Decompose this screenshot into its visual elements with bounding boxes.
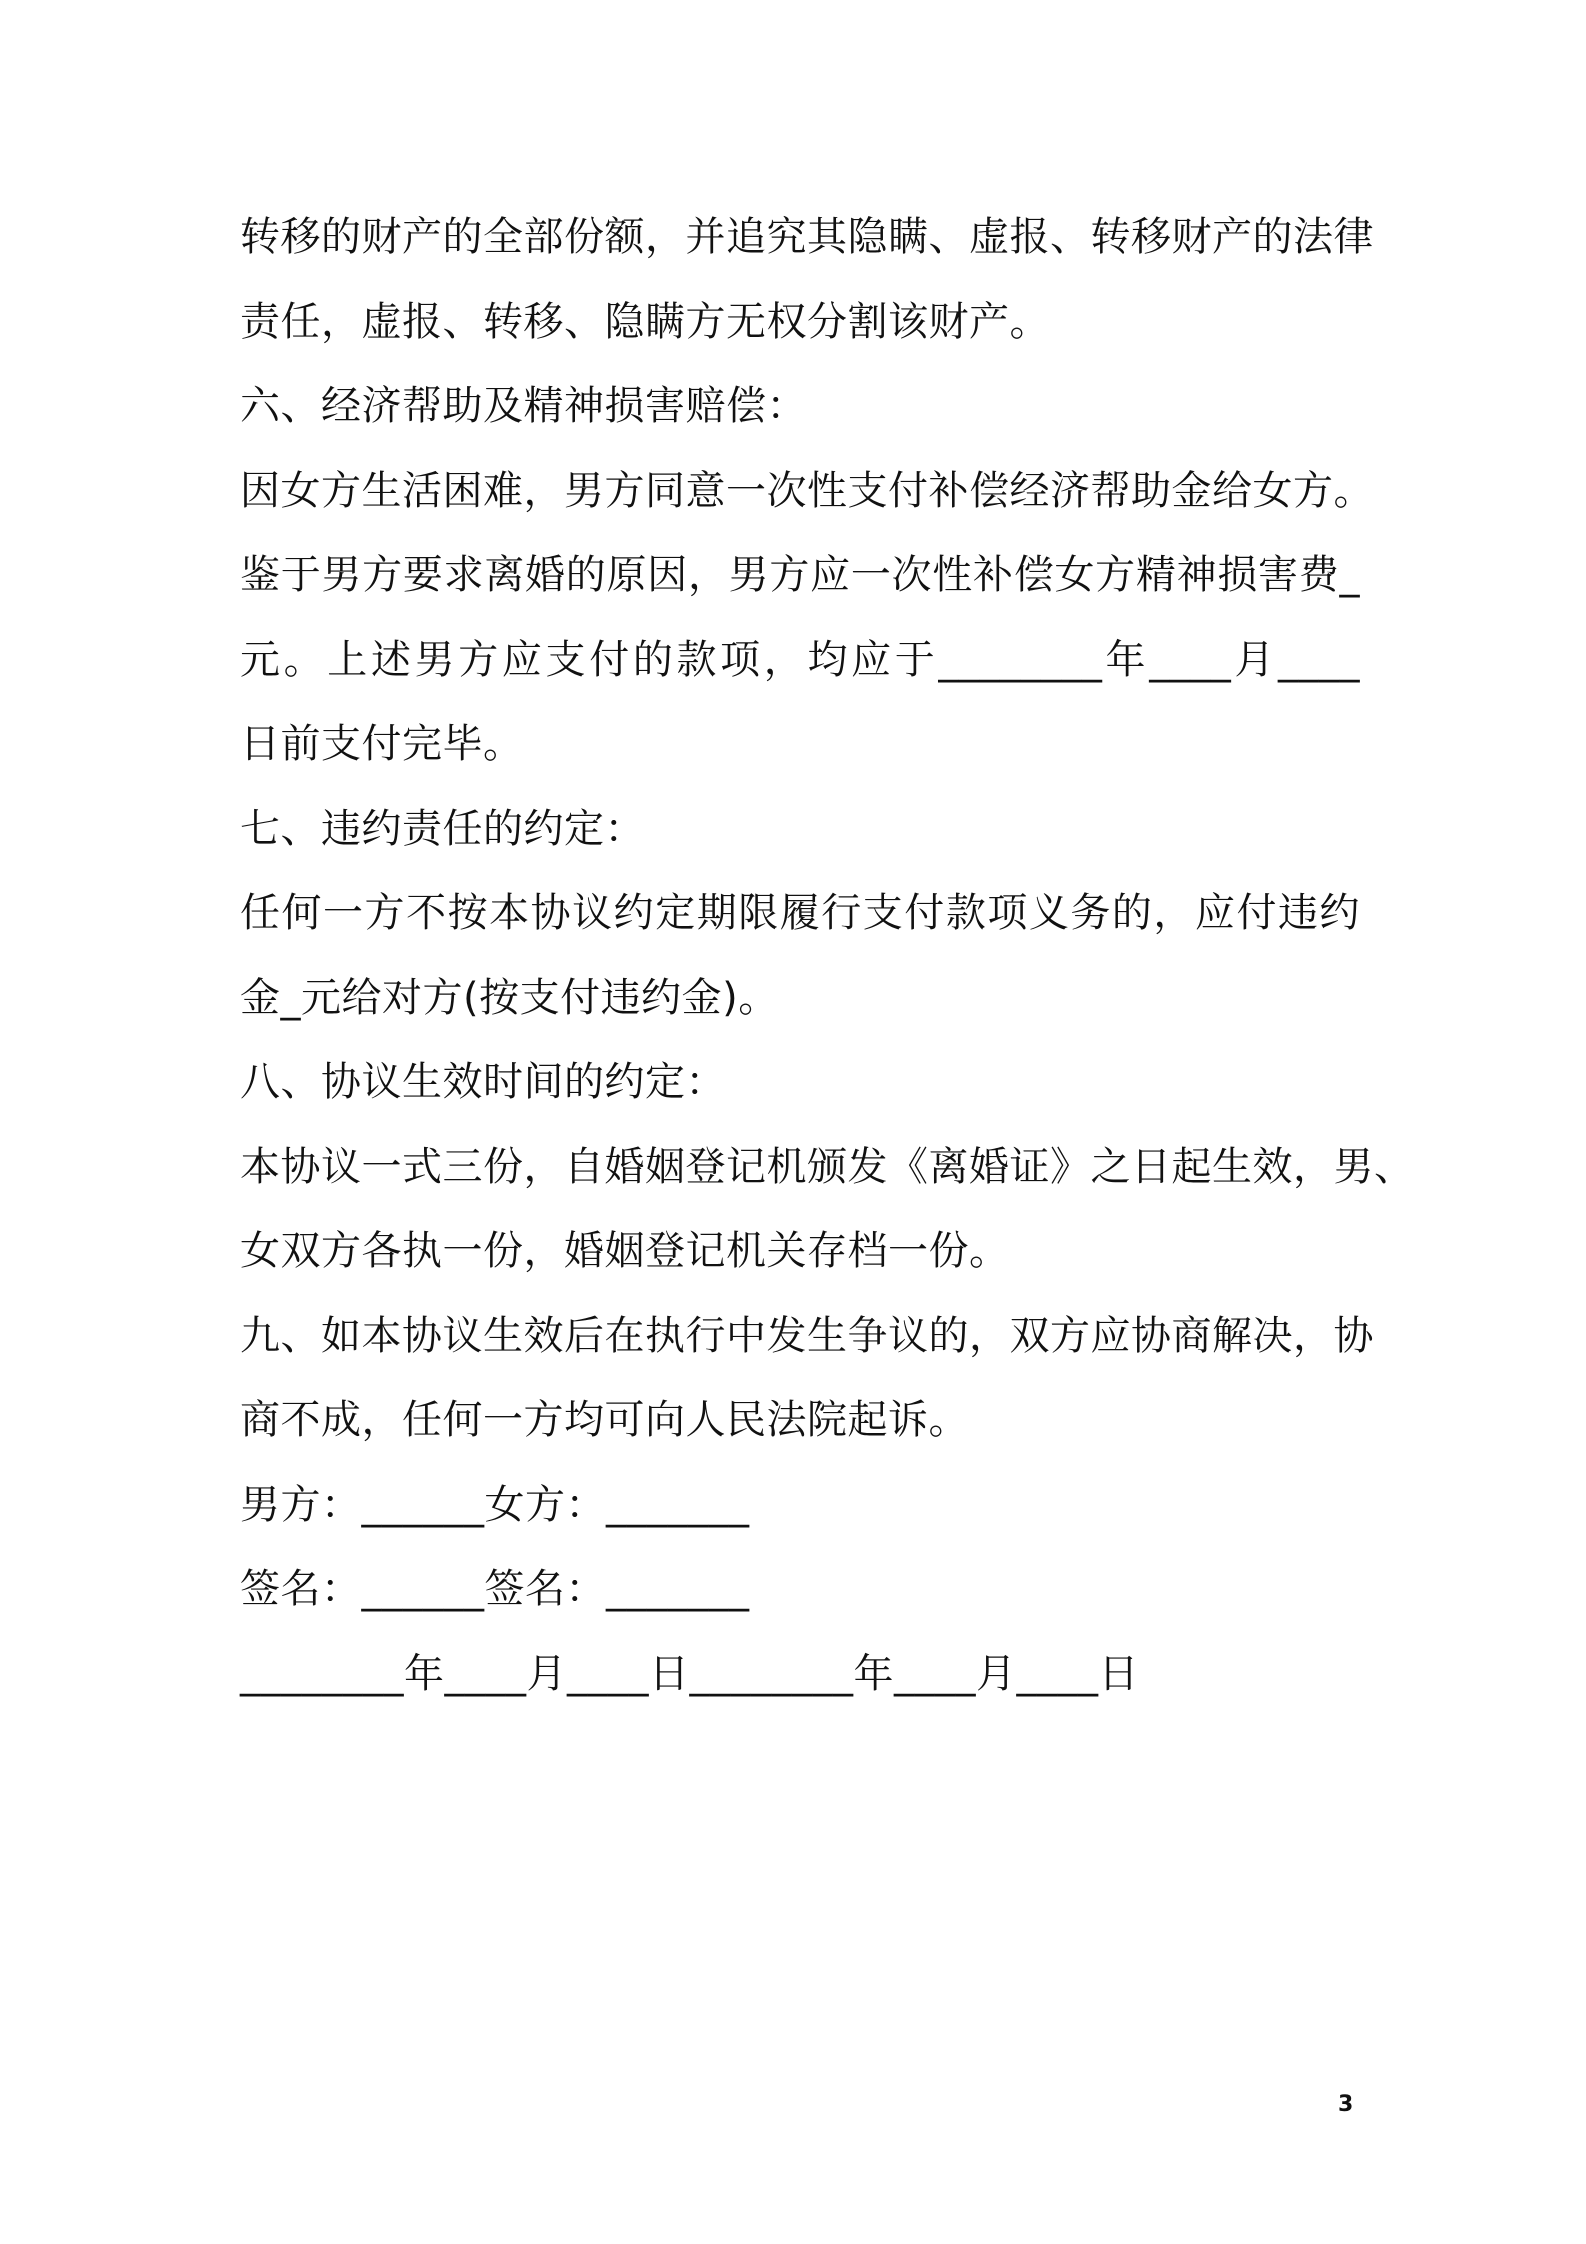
paragraph-line: 金_元给对方(按支付违约金)。 <box>240 974 779 1021</box>
paragraph-line: 元。上述男方应支付的款项，均应于________年____月____ <box>240 636 1360 683</box>
paragraph-line: 日前支付完毕。 <box>240 721 524 767</box>
section-heading: 七、违约责任的约定： <box>240 805 645 852</box>
paragraph-line: 任何一方不按本协议约定期限履行支付款项义务的，应付违约 <box>240 890 1360 936</box>
paragraph-line: 女双方各执一份，婚姻登记机关存档一份。 <box>240 1228 1010 1274</box>
paragraph-line: 转移的财产的全部份额，并追究其隐瞒、虚报、转移财产的法律 <box>240 214 1374 260</box>
signature-line: 签名：______签名：_______ <box>240 1566 750 1612</box>
paragraph-line: 商不成，任何一方均可向人民法院起诉。 <box>240 1397 969 1443</box>
paragraph-line: 本协议一式三份，自婚姻登记机颁发《离婚证》之日起生效，男、 <box>240 1143 1415 1190</box>
date-line: ________年____月____日________年____月____日 <box>240 1650 1139 1697</box>
paragraph-line: 责任，虚报、转移、隐瞒方无权分割该财产。 <box>240 298 1050 345</box>
paragraph-line: 九、如本协议生效后在执行中发生争议的，双方应协商解决，协 <box>240 1312 1374 1359</box>
page-number: 3 <box>1338 2092 1354 2117</box>
section-heading: 六、经济帮助及精神损害赔偿： <box>240 383 807 429</box>
party-names-line: 男方：______女方：_______ <box>240 1481 750 1528</box>
paragraph-line: 因女方生活困难，男方同意一次性支付补偿经济帮助金给女方。 <box>240 467 1374 514</box>
section-heading: 八、协议生效时间的约定： <box>240 1059 726 1105</box>
paragraph-line: 鉴于男方要求离婚的原因，男方应一次性补偿女方精神损害费_ <box>240 552 1360 598</box>
document-body <box>240 195 1415 1716</box>
